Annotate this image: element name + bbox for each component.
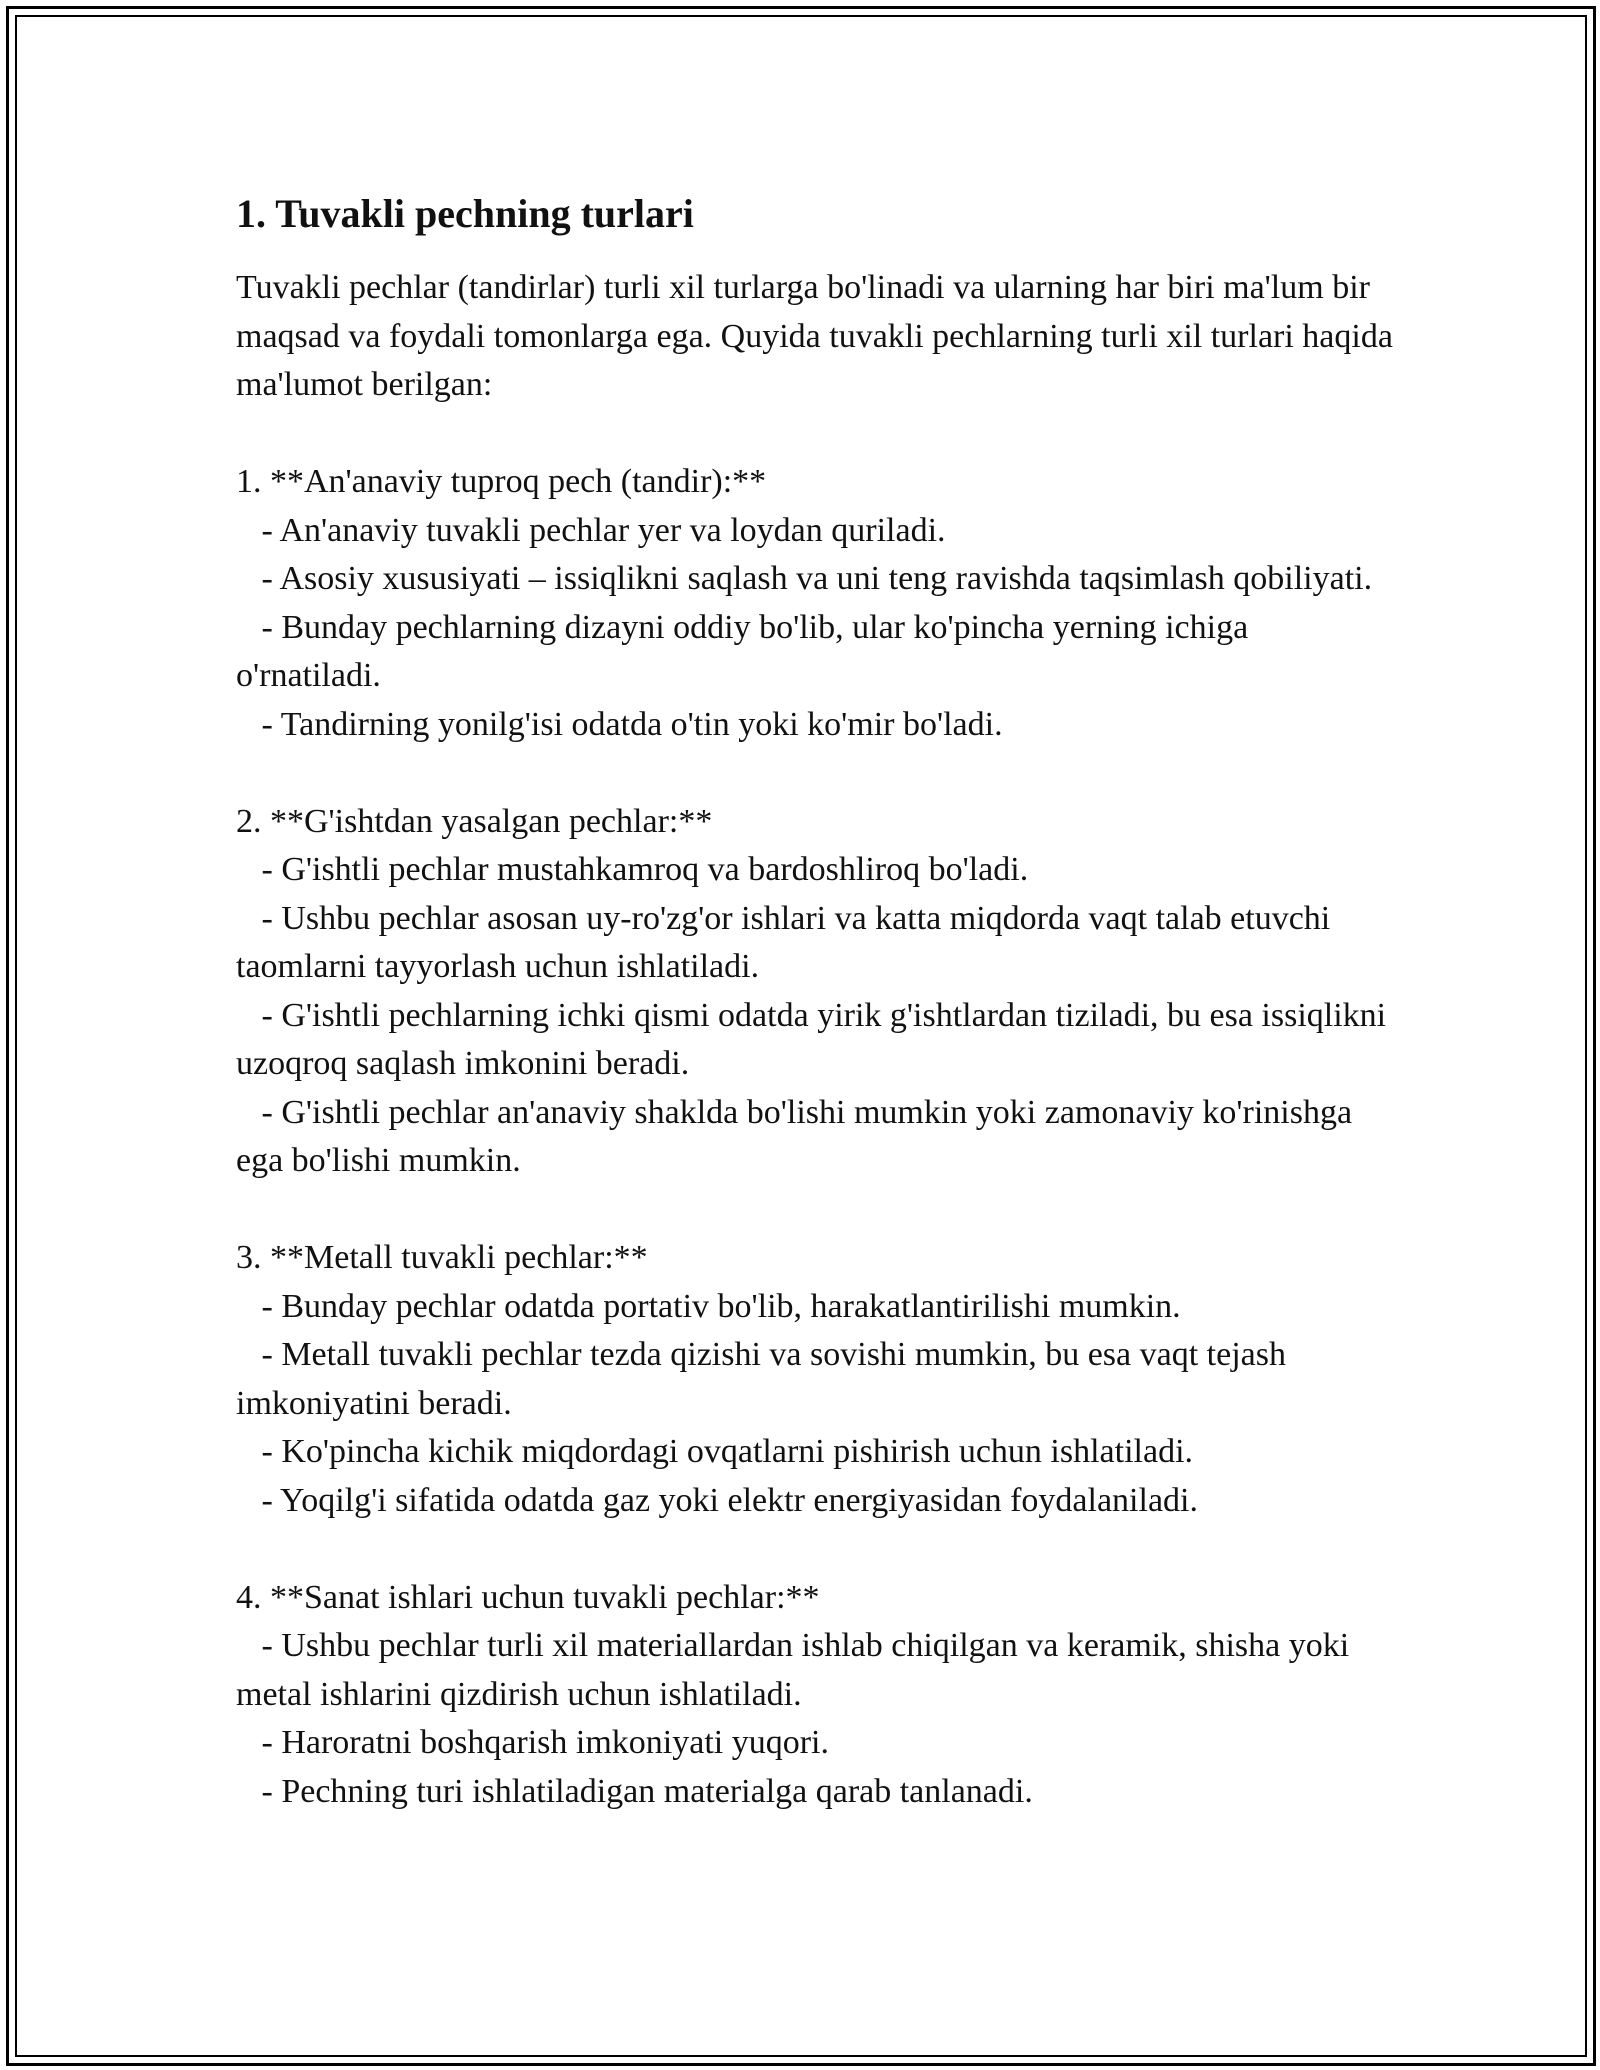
bullet-item: - Haroratni boshqarish imkoniyati yuqori. [236,1724,830,1761]
section-metal-ovens [236,1234,1396,1525]
bullet-item: - Ushbu pechlar turli xil materiallardan ishlab chiqilgan va keramik, shisha yoki metal ishlarini qizdirish uchun ishlatiladi. [236,1627,1358,1713]
section-brick-ovens [236,798,1396,1186]
section-heading: 4. **Sanat ishlari uchun tuvakli pechlar:** [236,1578,820,1616]
intro-paragraph: Tuvakli pechlar (tandirlar) turli xil turlarga bo'linadi va ularning har biri ma'lum bir maqsad va foydali tomonlarga ega. Quyida tuvakli pechlarning turli xil turlari haqida ma'lumot berilgan: [236,269,1393,403]
bullet-item: - Ushbu pechlar asosan uy-ro'zg'or ishlari va katta miqdorda vaqt talab etuvchi taomlarni tayyorlash uchun ishlatiladi. [236,899,1339,985]
section-craft-ovens [236,1574,1396,1817]
document-title: 1. Tuvakli pechning turlari [236,191,694,236]
bullet-item: - An'anaviy tuvakli pechlar yer va loydan quriladi. [236,511,946,549]
bullet-item: - Bunday pechlarning dizayni oddiy bo'lib, ular ko'pincha yerning ichiga o'rnatiladi. [236,608,1257,694]
bullet-item: - Bunday pechlar odatda portativ bo'lib, harakatlantirilishi mumkin. [236,1287,1181,1325]
document-body [236,186,1396,1816]
bullet-item: - G'ishtli pechlar mustahkamroq va bardoshliroq bo'ladi. [236,851,1029,888]
bullet-item: - Ko'pincha kichik miqdordagi ovqatlarni pishirish uchun ishlatiladi. [236,1433,1194,1470]
bullet-item: - Metall tuvakli pechlar tezda qizishi va sovishi mumkin, bu esa vaqt tejash imkoniyatini beradi. [236,1336,1295,1422]
bullet-item: - G'ishtli pechlar an'anaviy shaklda bo'lishi mumkin yoki zamonaviy ko'rinishga ega bo'lishi mumkin. [236,1093,1361,1179]
bullet-item: - Yoqilg'i sifatida odatda gaz yoki elektr energiyasidan foydalaniladi. [236,1481,1198,1519]
bullet-item: - Pechning turi ishlatiladigan materialga qarab tanlanadi. [236,1772,1033,1810]
section-traditional-clay-oven [236,458,1396,749]
section-heading: 3. **Metall tuvakli pechlar:** [236,1239,648,1276]
bullet-item: - G'ishtli pechlarning ichki qismi odatda yirik g'ishtlardan tiziladi, bu esa issiqlikni uzoqroq saqlash imkonini beradi. [236,996,1395,1082]
section-heading: 2. **G'ishtdan yasalgan pechlar:** [236,802,713,840]
bullet-item: - Tandirning yonilg'isi odatda o'tin yoki ko'mir bo'ladi. [236,705,1003,743]
section-heading: 1. **An'anaviy tuproq pech (tandir):** [236,463,767,500]
bullet-item: - Asosiy xususiyati – issiqlikni saqlash va uni teng ravishda taqsimlash qobiliyati. [236,560,1373,597]
